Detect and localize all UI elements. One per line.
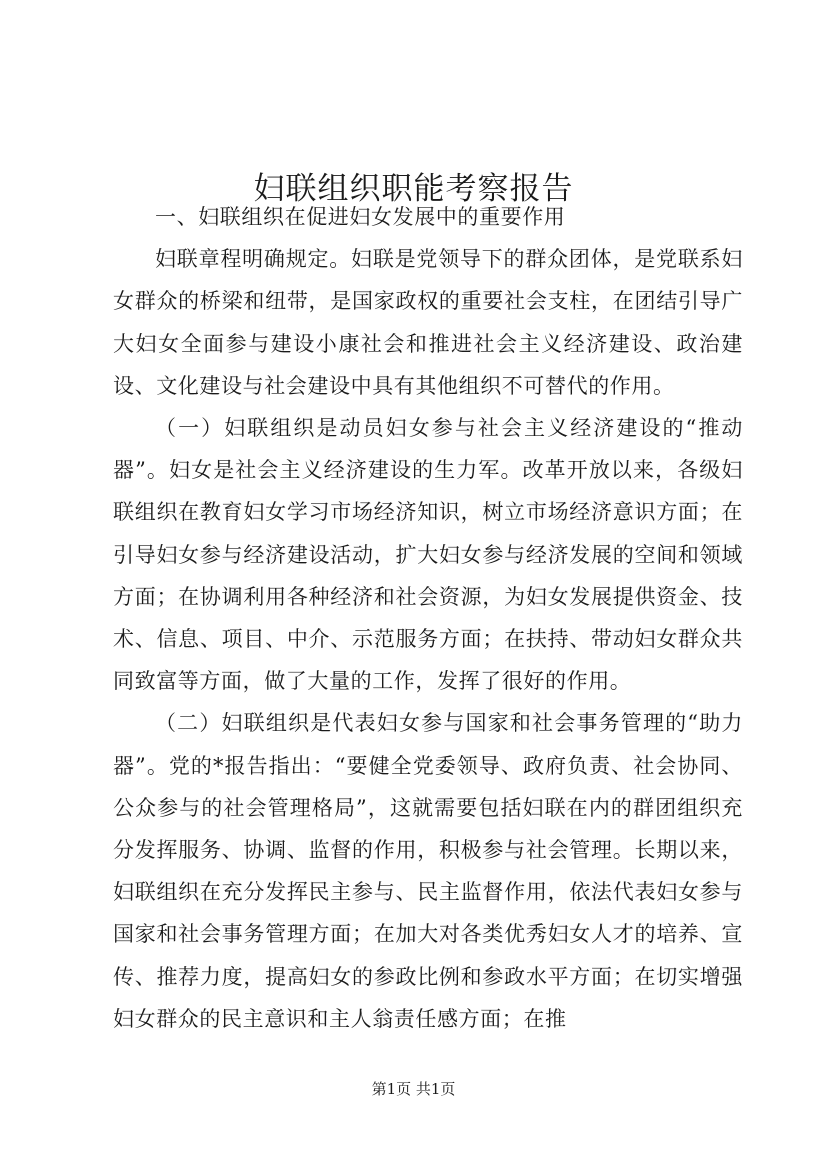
paragraph-economic-role: （一）妇联组织是动员妇女参与社会主义经济建设的“推动器”。妇女是社会主义经济建设的生力军。改革开放以来，各级妇联组织在教育妇女学习市场经济知识，树立市场经济意识方面；在引导妇女参与经济建设活动，扩大妇女参与经济发展的空间和领域方面；在协调利用各种经济和社会资源，为妇女发展提供资金、技术、信息、项目、中介、示范服务方面；在扶持、带动妇女群众共同致富等方面，做了大量的工作，发挥了很好的作用。 — [113, 416, 743, 694]
document-title: 妇联组织职能考察报告 — [253, 170, 574, 207]
document-body — [113, 196, 743, 1040]
paragraph-intro: 妇联章程明确规定。妇联是党领导下的群众团体，是党联系妇女群众的桥梁和纽带，是国家政权的重要社会支柱，在团结引导广大妇女全面参与建设小康社会和推进社会主义经济建设、政治建设、文化建设与社会建设中具有其他组织不可替代的作用。 — [113, 247, 743, 398]
paragraph-social-management-role: （二）妇联组织是代表妇女参与国家和社会事务管理的“助力器”。党的*报告指出：“要健全党委领导、政府负责、社会协同、公众参与的社会管理格局”，这就需要包括妇联在内的群团组织充分发挥服务、协调、监督的作用，积极参与社会管理。长期以来，妇联组织在充分发挥民主参与、民主监督作用，依法代表妇女参与国家和社会事务管理方面；在加大对各类优秀妇女人才的培养、宣传、推荐力度，提高妇女的参政比例和参政水平方面；在切实增强妇女群众的民主意识和主人翁责任感方面；在推 — [113, 711, 743, 1031]
section-heading: 一、妇联组织在促进妇女发展中的重要作用 — [155, 205, 566, 229]
page-number-footer: 第1页 共1页 — [371, 1080, 456, 1098]
